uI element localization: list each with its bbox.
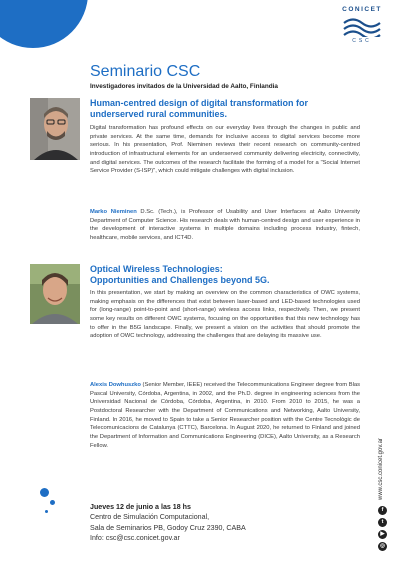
talk1-title — [90, 98, 308, 119]
talk2-abstract: In this presentation, we start by making an overview on the common characteristics of OWC systems, making emphasis on the differences that exist between laser-based and LED-based technologies used for (long-range) point-to-point and (short-range) wireless access links, respectively. Then, we present some key results on different OWC systems, focusing on the opportunities that this new technology has to offer in the B5G landscape. Finally, we present a vision on the activities that should promote the adoption of OWC technology, addressing the challenges that are delaying its massive use. — [90, 290, 360, 340]
conicet-logo — [330, 6, 394, 44]
talk1-speaker-bio — [90, 208, 360, 243]
wave-logo-icon — [342, 15, 382, 37]
talk2-title-line1: Optical Wireless Technologies: — [90, 264, 223, 274]
speaker-photo-dowhuszko — [30, 264, 80, 324]
talk2-title — [90, 264, 270, 285]
talk1-speaker-name: Marko Nieminen — [90, 209, 137, 215]
talk2-title-line2: Opportunities and Challenges beyond 5G. — [90, 274, 270, 285]
event-info[interactable]: Info: csc@csc.conicet.gov.ar — [90, 533, 180, 542]
talk1-title-line2: underserved rural communities. — [90, 108, 228, 119]
dot-small — [45, 510, 48, 513]
corner-decoration — [0, 0, 88, 48]
talk1-speaker-bio-text: D.Sc. (Tech.), is Professor of Usability and User Interfaces at Aalto University Department of Computer Science. His research deals with human-centred design and user experience in the development of interactive systems in multiple domains including process industry, fintech, healthcare, mobile services, and ICT4D. — [90, 209, 360, 241]
event-venue-line2: Sala de Seminarios PB, Godoy Cruz 2390, CABA — [90, 523, 246, 532]
logo-sub: CSC — [352, 38, 372, 44]
instagram-icon[interactable]: ◎ — [378, 542, 387, 551]
page-subtitle: Investigadores invitados de la Universidad de Aalto, Finlandia — [90, 83, 278, 90]
website-link[interactable]: www.csc.conicet.gov.ar — [378, 438, 384, 500]
dot-large — [40, 488, 49, 497]
facebook-icon[interactable]: f — [378, 506, 387, 515]
talk1-abstract: Digital transformation has profound effects on our everyday lives through the changes in public and private services. At the same time, demands for inclusive access to digital services become more serious. In his presentation, Prof. Nieminen reviews their recent research on community-centred introduction of infrastructural elements for an underserved community delivering electricity, connectivity, and digital services. The outcomes of the research facilitate the forming of a model for a "Social Internet Service Provider (S-ISP)", which could mitigate challenges with digital inclusion. — [90, 125, 360, 175]
event-venue-line1: Centro de Simulación Computacional, — [90, 513, 210, 522]
youtube-icon[interactable]: ▶ — [378, 530, 387, 539]
logo-brand: CONICET — [342, 6, 382, 13]
dot-medium — [50, 500, 55, 505]
talk1-title-line1: Human-centred design of digital transformation for — [90, 98, 309, 108]
talk2-speaker-bio-text: (Senior Member, IEEE) received the Telecommunications Engineer degree from Blas Pascal University, Córdoba, Argentina, in 2002, and the Ph.D. degree in engineering sciences from the Universidad Nacional de Córdoba, Córdoba, Argentina, in 2010. From 2010 to 2015, he was a Postdoctoral Researcher with the Department of Communications and Networking, Aalto University, Finland. In 2016, he moved to Spain to take a Senior Researcher position with the Centre Tecnològic de Telecomunicacions de Catalunya (CTTC), Barcelona. In August 2020, he returned to Finland and joined the Department of Information and Communications Engineering (DICE), Aalto University, as a Research Fellow. — [90, 382, 360, 449]
talk2-speaker-bio — [90, 381, 360, 450]
talk2-speaker-name: Alexis Dowhuszko — [90, 382, 141, 388]
event-details — [90, 502, 246, 543]
event-date: Jueves 12 de junio a las 18 hs — [90, 503, 191, 511]
twitter-icon[interactable]: t — [378, 518, 387, 527]
page-title: Seminario CSC — [90, 63, 201, 80]
speaker-photo-nieminen — [30, 98, 80, 160]
